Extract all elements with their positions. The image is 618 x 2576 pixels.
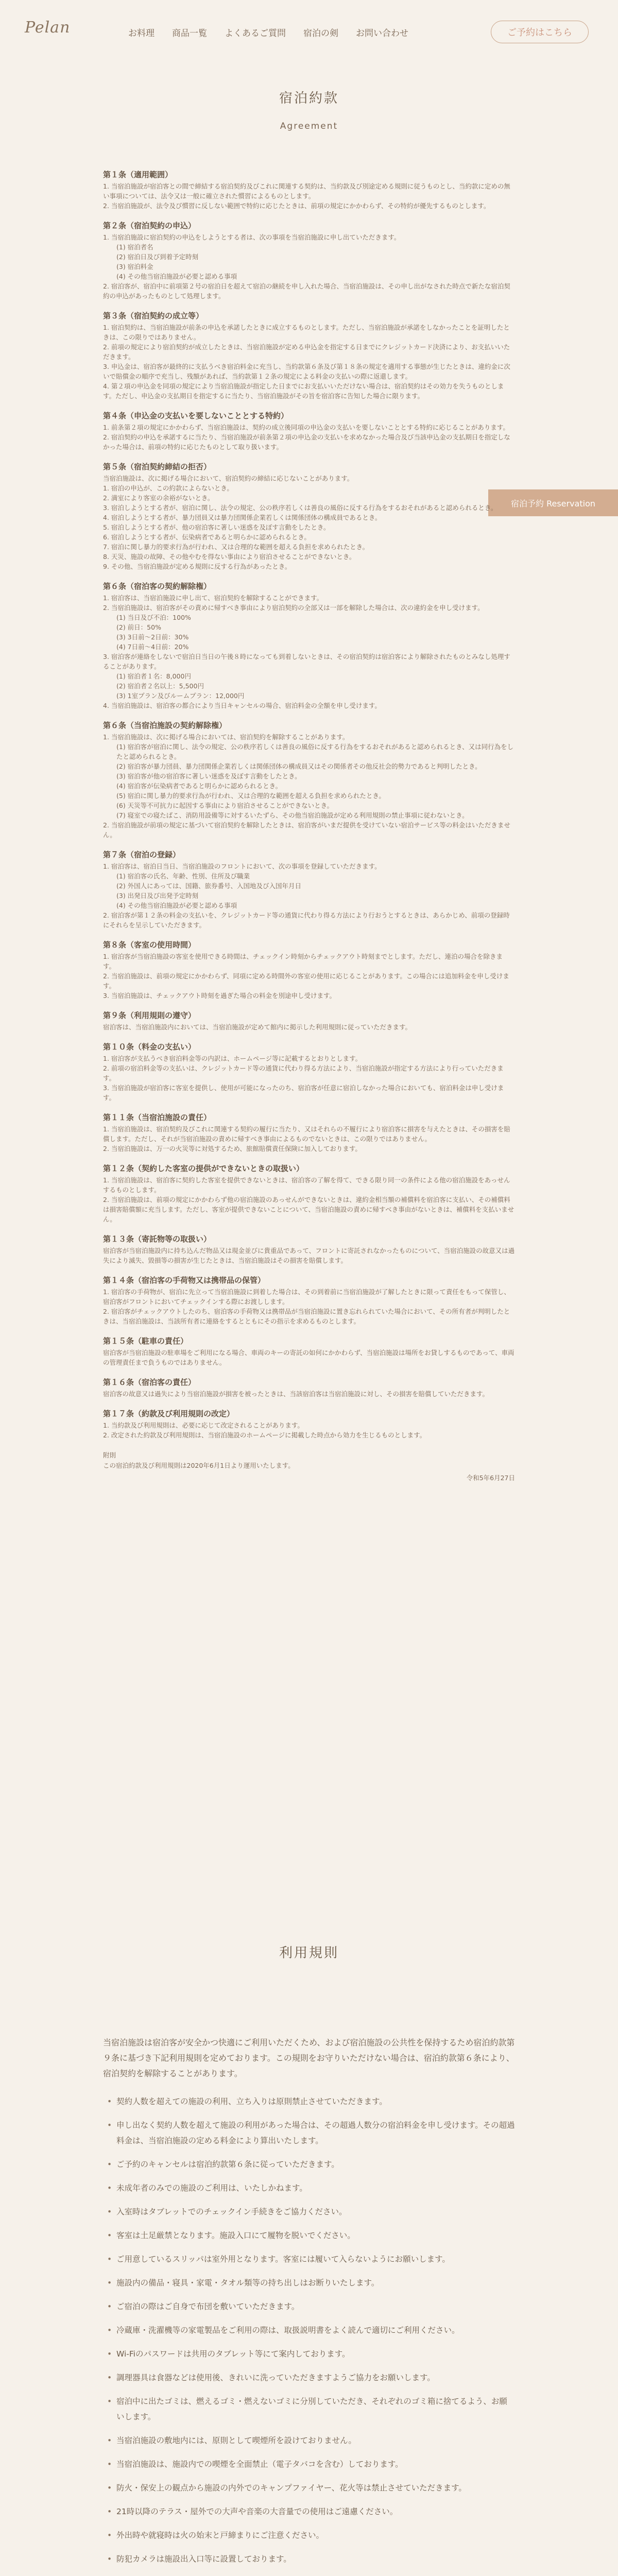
article: [103, 1274, 515, 1326]
rule-text: 申し出なく契約人数を超えて施設の利用があった場合は、その超過人数分の宿泊料金を申し受けます。その超過料金は、当宿泊施設の定める料金により算出いたします。: [116, 2121, 515, 2145]
article-clause: 4. 宿泊しようとする者が、暴力団員又は暴力団関係企業若しくは関係団体の構成員であるとき。: [103, 514, 382, 521]
article: [103, 219, 515, 301]
article-clause: (2) 外国人にあっては、国籍、旅券番号、入国地及び入国年月日: [116, 882, 302, 890]
agreement-title: 宿泊約款: [279, 91, 339, 106]
bullet-icon: •: [107, 2302, 112, 2311]
article-heading: 第３条（宿泊契約の成立等）: [103, 311, 204, 320]
rule-item: [103, 2251, 515, 2267]
article: [103, 938, 515, 1001]
nav-item-faq[interactable]: よくあるご質問: [225, 28, 286, 39]
article-clause: 3. 宿泊しようとする者が、宿泊に関し、法令の規定、公の秩序若しくは善良の風俗に反する行為をするおそれがあると認められるとき。: [103, 504, 497, 512]
rule-item: [103, 2480, 515, 2496]
article-heading: 第１条（適用範囲）: [103, 170, 173, 179]
rule-item: [103, 2346, 515, 2362]
article-clause: 2. 満室により客室の余裕がないとき。: [103, 494, 214, 502]
site-header: [0, 0, 618, 57]
article-clause: (2) 宿泊日及び到着予定時刻: [116, 253, 199, 261]
article-clause: 2. 前項の宿泊料金等の支払いは、クレジットカード等の通貨に代わり得る方法により、当宿泊施設が指定する方法により行っていただきます。: [103, 1064, 504, 1082]
rule-text: 21時以降のテラス・屋外での大声や音楽の大音量での使用はご遠慮ください。: [116, 2507, 398, 2516]
article-clause: 3. 当宿泊施設が宿泊客に客室を提供し、使用が可能になったのち、宿泊客が任意に宿泊しなかった場合においても、宿泊料金は申し受けます。: [103, 1084, 504, 1101]
article-clause: (3) 宿泊客が他の宿泊客に著しい迷惑を及ぼす言動をしたとき。: [116, 772, 301, 780]
rule-text: ご宿泊の際はご自身で布団を敷いていただきます。: [116, 2302, 300, 2311]
bullet-icon: •: [107, 2531, 112, 2540]
article-heading: 第８条（客室の使用時間）: [103, 940, 196, 950]
article-clause: 1. 宿泊の申込が、この約款によらないとき。: [103, 484, 233, 492]
article-heading: 第４条（申込金の支払いを要しないこととする特約）: [103, 411, 289, 420]
bullet-icon: •: [107, 2507, 112, 2516]
nav-item-products[interactable]: 商品一覧: [172, 28, 207, 39]
bullet-icon: •: [107, 2397, 112, 2406]
agreement-articles: [103, 168, 515, 1482]
article-clause: 8. 天災、施設の故障、その他やむを得ない事由により宿泊させることができないとき。: [103, 553, 356, 561]
article-clause: 1. 宿泊客は、宿泊日当日、当宿泊施設のフロントにおいて、次の事項を登録していただきます。: [103, 862, 381, 870]
article: [103, 1040, 515, 1103]
article-heading: 第１７条（約款及び利用規則の改定）: [103, 1409, 235, 1418]
article-clause: (7) 寝室での寝たばこ、消防用設備等に対するいたずら、その他当宿泊施設が定める利用規則の禁止事項に従わないとき。: [116, 811, 469, 819]
article-clause: 宿泊客の故意又は過失により当宿泊施設が損害を被ったときは、当該宿泊客は当宿泊施設に対し、その損害を賠償していただきます。: [103, 1390, 489, 1398]
rule-item: [103, 2204, 515, 2219]
rule-item: [103, 2433, 515, 2448]
article-heading: 第１４条（宿泊客の手荷物又は携帯品の保管）: [103, 1276, 266, 1285]
rule-text: ご予約のキャンセルは宿泊約款第６条に従っていただきます。: [116, 2160, 339, 2169]
article: [103, 460, 515, 571]
article-clause: (1) 宿泊客が宿泊に関し、法令の規定、公の秩序若しくは善良の風俗に反する行為をするおそれがあると認められるとき、又は同行為をしたと認められるとき。: [116, 743, 514, 760]
article-clause: 2. 当宿泊施設は、前項の規定にかかわらず、同項に定める時間外の客室の使用に応じることがあります。この場合には追加料金を申し受けます。: [103, 972, 509, 990]
bullet-icon: •: [107, 2231, 112, 2240]
rule-item: [103, 2323, 515, 2338]
article-heading: 第１１条（当宿泊施設の責任）: [103, 1113, 212, 1122]
bullet-icon: •: [107, 2554, 112, 2564]
article-heading: 第９条（利用規則の遵守）: [103, 1011, 196, 1020]
article-heading: 第１０条（料金の支払い）: [103, 1042, 196, 1052]
article: [103, 1232, 515, 1265]
bullet-icon: •: [107, 2326, 112, 2335]
article-heading: 第２条（宿泊契約の申込）: [103, 221, 196, 230]
article-clause: (4) その他当宿泊施設が必要と認める事項: [116, 902, 237, 909]
article-clause: 2. 宿泊客が、宿泊中に前項第２号の宿泊日を超えて宿泊の継続を申し入れた場合、当宿泊施設は、その申し出がなされた時点で新たな宿泊契約の申込があったものとして処理します。: [103, 282, 510, 300]
bullet-icon: •: [107, 2349, 112, 2359]
bullet-icon: •: [107, 2160, 112, 2169]
article: [103, 1376, 515, 1399]
article-clause: 1. 当宿泊施設は、宿泊客に契約した客室を提供できないときは、宿泊客の了解を得て、できる限り同一の条件による他の宿泊施設をあっせんするものとします。: [103, 1176, 510, 1194]
article-clause: 3. 宿泊客が連絡をしないで宿泊日当日の午後８時になっても到着しないときは、その宿泊契約は宿泊客により解除されたものとみなし処理することがあります。: [103, 653, 510, 670]
bullet-icon: •: [107, 2097, 112, 2106]
article-clause: 1. 当約款及び利用規則は、必要に応じて改定されることがあります。: [103, 1421, 304, 1429]
article-clause: 2. 当宿泊施設が前項の規定に基づいて宿泊契約を解除したときは、宿泊客がいまだ提供を受けていない宿泊サービス等の料金はいただきません。: [103, 821, 510, 839]
article-clause: (1) 宿泊客の氏名、年齢、性別、住所及び職業: [116, 872, 250, 880]
article-heading: 第１６条（宿泊客の責任）: [103, 1378, 196, 1387]
reservation-side-tab-label: 宿泊予約 Reservation: [510, 498, 595, 509]
rule-item: [103, 2504, 515, 2519]
article-clause: 2. 当宿泊施設は、万一の火災等に対処するため、旅館賠償責任保険に加入しております。: [103, 1145, 362, 1153]
rule-item: [103, 2528, 515, 2543]
article: [103, 1009, 515, 1032]
article-clause: 1. 宿泊契約は、当宿泊施設が前条の申込を承諾したときに成立するものとします。ただし、当宿泊施設が承諾をしなかったことを証明したときは、この限りではありません。: [103, 324, 510, 341]
article-clause: 2. 当宿泊施設が、法令及び慣習に反しない範囲で特約に応じたときは、前項の規定にかかわらず、その特約が優先するものとします。: [103, 202, 490, 210]
article-clause: 3. 申込金は、宿泊客が最終的に支払うべき宿泊料金に充当し、当約款第６条及び第１８条の規定を適用する事態が生じたときは、違約金に次いで賠償金の順序で充当し、残額があれば、当約款第１２条の規定による料金の支払いの際に返還します。: [103, 363, 510, 380]
article: [103, 409, 515, 452]
article-heading: 第６条（宿泊客の契約解除権）: [103, 582, 212, 591]
article-clause: (1) 宿泊者名: [116, 243, 153, 251]
article-heading: 第１５条（駐車の責任）: [103, 1336, 188, 1346]
article-clause: (4) 宿泊客が伝染病者であると明らかに認められるとき。: [116, 782, 282, 790]
rule-text: 当宿泊施設は、施設内での喫煙を全面禁止（電子タバコを含む）しております。: [116, 2460, 403, 2469]
article-clause: 4. 第２項の申込金を同項の規定により当宿泊施設が指定した日までにお支払いいただけない場合は、宿泊契約はその効力を失うものとします。ただし、申込金の支払期日を指定するに当たり、当宿泊施設がその旨を宿泊客に告知した場合に限ります。: [103, 382, 504, 400]
article-clause: 6. 宿泊しようとする者が、伝染病者であると明らかに認められるとき。: [103, 533, 311, 541]
article-clause: 宿泊客は、当宿泊施設内においては、当宿泊施設が定めて館内に掲示した利用規則に従っていただきます。: [103, 1023, 412, 1031]
rule-item: [103, 2094, 515, 2109]
rule-text: 未成年者のみでの施設のご利用は、いたしかねます。: [116, 2183, 307, 2193]
article-heading: 第７条（宿泊の登録）: [103, 850, 181, 859]
rule-text: 施設内の備品・寝具・家電・タオル類等の持ち出しはお断りいたします。: [116, 2278, 380, 2287]
article: [103, 1162, 515, 1224]
agreement-subtitle: Agreement: [280, 121, 338, 131]
rules-list: [103, 2094, 515, 2576]
article: [103, 719, 515, 840]
article-clause: 宿泊客が当宿泊施設の駐車場をご利用になる場合、車両のキーの寄託の如何にかかわらず、当宿泊施設は場所をお貸しするものであって、車両の管理責任まで負うものではありません。: [103, 1349, 514, 1366]
article-clause: 2. 当宿泊施設は、宿泊客がその責めに帰すべき事由により宿泊契約の全部又は一部を解除した場合は、次の違約金を申し受けます。: [103, 604, 484, 612]
article-clause: (3) 3日前～2日前：30%: [116, 633, 189, 641]
article: [103, 168, 515, 211]
bullet-icon: •: [107, 2121, 112, 2130]
article: [103, 1407, 515, 1440]
rules-title: 利用規則: [279, 1945, 339, 1961]
article-heading: 第６条（当宿泊施設の契約解除権）: [103, 721, 227, 730]
article-clause: 5. 宿泊しようとする者が、他の宿泊客に著しい迷惑を及ぼす言動をしたとき。: [103, 523, 330, 531]
article-clause: 2. 改定された約款及び利用規則は、当宿泊施設のホームページに掲載した時点から効力を生じるものとします。: [103, 1431, 426, 1439]
rules-intro: 当宿泊施設は宿泊客が安全かつ快適にご利用いただくため、および宿泊施設の公共性を保持するため宿泊約款第９条に基づき下記利用規則を定めております。この規則をお守りいただけない場合は、宿泊約款第６条により、宿泊契約を解除することがあります。: [103, 2038, 515, 2078]
article-heading: 第５条（宿泊契約締結の拒否）: [103, 462, 212, 471]
bullet-icon: •: [107, 2183, 112, 2193]
bullet-icon: •: [107, 2278, 112, 2287]
bullet-icon: •: [107, 2436, 112, 2445]
rule-text: 入室時はタブレットでのチェックイン手続きをご協力ください。: [116, 2207, 347, 2216]
article-clause: 1. 当宿泊施設が宿泊客との間で締結する宿泊契約及びこれに関連する契約は、当約款及び別途定める規則に従うものとし、当約款に定めの無い事項については、法令又は一般に確立された慣習によるものとします。: [103, 182, 510, 200]
rule-text: 防火・保安上の観点から施設の内外でのキャンプファイヤー、花火等は禁止させていただきます。: [116, 2483, 467, 2493]
article-clause: 2. 当宿泊施設は、前項の規定にかかわらず他の宿泊施設のあっせんができないときは、違約金相当額の補償料を宿泊客に支払い、その補償料は損害賠償額に充当します。ただし、客室が提供できないことについて、当宿泊施設の責めに帰すべき事由がないときは、補償料を支払いません。: [103, 1196, 514, 1223]
article-clause: 9. その他、当宿泊施設が定める規則に反する行為があったとき。: [103, 563, 291, 570]
rule-text: 客室は土足厳禁となります。施設入口にて履物を脱いでください。: [116, 2231, 355, 2240]
rule-item: [103, 2370, 515, 2385]
article-clause: 4. 当宿泊施設は、宿泊客の都合により当日キャンセルの場合、宿泊料金の全額を申し受けます。: [103, 702, 381, 709]
article: [103, 1111, 515, 1154]
article-clause: 1. 宿泊客が当宿泊施設の客室を使用できる時間は、チェックイン時刻からチェックアウト時刻までとします。ただし、連泊の場合を除きます。: [103, 953, 503, 970]
article-clause: 2. 前項の規定により宿泊契約が成立したときは、当宿泊施設が定める申込金を指定する日までにクレジットカード決済により、お支払いいただきます。: [103, 343, 510, 361]
rule-text: 冷蔵庫・洗濯機等の家電製品をご利用の際は、取扱説明書をよく読んで適切にご利用ください。: [116, 2326, 460, 2335]
article-clause: (3) 1室プラン及びルームプラン：12,000円: [116, 692, 245, 700]
article-clause: 1. 宿泊客は、当宿泊施設に申し出て、宿泊契約を解除することができます。: [103, 594, 323, 602]
article-clause: 2. 宿泊客がチェックアウトしたのち、宿泊客の手荷物又は携帯品が当宿泊施設に置き忘れられていた場合において、その所有者が判明したときは、当宿泊施設は、当該所有者に連絡をするとともにその指示を求めるものとします。: [103, 1308, 510, 1325]
bullet-icon: •: [107, 2373, 112, 2382]
rules-title-block: [0, 1942, 618, 1961]
article-clause: (2) 宿泊者２名以上：5,500円: [116, 682, 204, 690]
bullet-icon: •: [107, 2460, 112, 2469]
agreement-closing: 附則 この宿泊約款及び利用規則は2020年6月1日より運用いたします。: [103, 1451, 295, 1469]
nav-item-stay[interactable]: 宿泊の剣: [303, 28, 338, 39]
article-heading: 第１３条（寄託物等の取扱い）: [103, 1234, 212, 1244]
article-clause: (5) 宿泊に関し暴力的要求行為が行われ、又は合理的な範囲を超える負担を求められたとき。: [116, 792, 385, 800]
article-clause: (3) 出発日及び出発予定時刻: [116, 892, 199, 900]
article-clause: 当宿泊施設は、次に掲げる場合において、宿泊契約の締結に応じないことがあります。: [103, 474, 354, 482]
rule-item: [103, 2228, 515, 2243]
main-nav: [119, 26, 417, 39]
article-clause: 1. 前条第２項の規定にかかわらず、当宿泊施設は、契約の成立後同項の申込金の支払いを要しないこととする特約に応じることがあります。: [103, 423, 509, 431]
site-logo[interactable]: Pelan: [25, 19, 71, 37]
article-clause: 1. 宿泊客の手荷物が、宿泊に先立って当宿泊施設に到着した場合は、その到着前に当宿泊施設が了解したときに限って責任をもって保管し、宿泊客がフロントにおいてチェックインする際にお渡しします。: [103, 1288, 510, 1306]
article: [103, 309, 515, 401]
bullet-icon: •: [107, 2207, 112, 2216]
article: [103, 1334, 515, 1367]
rule-text: 契約人数を超えての施設の利用、立ち入りは原則禁止させていただきます。: [116, 2097, 387, 2106]
article-clause: 1. 当宿泊施設に宿泊契約の申込をしようとする者は、次の事項を当宿泊施設に申し出ていただきます。: [103, 233, 401, 241]
rule-item: [103, 2299, 515, 2314]
rule-text: 防犯カメラは施設出入口等に設置しております。: [116, 2554, 291, 2564]
article-clause: 3. 当宿泊施設は、チェックアウト時刻を過ぎた場合の料金を別途申し受けます。: [103, 992, 336, 999]
rule-item: [103, 2117, 515, 2148]
rule-item: [103, 2394, 515, 2425]
rule-text: 外出時や就寝時は火の始末と戸締まりにご注意ください。: [116, 2531, 324, 2540]
rule-item: [103, 2456, 515, 2472]
agreement-title-block: [0, 88, 618, 131]
article-clause: (1) 当日及び不泊：100%: [116, 614, 191, 621]
nav-item-cuisine[interactable]: お料理: [128, 28, 154, 39]
article: [103, 848, 515, 930]
rule-text: ご用意しているスリッパは室外用となります。客室には履いて入らないようにお願いします。: [116, 2255, 450, 2264]
article-clause: (4) その他当宿泊施設が必要と認める事項: [116, 273, 237, 280]
rules-section: [103, 2035, 515, 2576]
article-clause: (3) 宿泊料金: [116, 263, 153, 270]
rule-text: 当宿泊施設の敷地内には、原則として喫煙所を設けておりません。: [116, 2436, 356, 2445]
article-clause: 1. 当宿泊施設は、宿泊契約及びこれに関連する契約の履行に当たり、又はそれらの不履行により宿泊客に損害を与えたときは、その損害を賠償します。ただし、それが当宿泊施設の責めに帰すべき事由によるものでないときは、この限りではありません。: [103, 1125, 510, 1143]
article-clause: (2) 宿泊客が暴力団員、暴力団関係企業若しくは関係団体の構成員又はその関係者その他反社会的勢力であると判明したとき。: [116, 762, 482, 770]
article-heading: 第１２条（契約した客室の提供ができないときの取扱い）: [103, 1164, 304, 1173]
rule-item: [103, 2157, 515, 2172]
nav-item-contact[interactable]: お問い合わせ: [356, 28, 408, 39]
bullet-icon: •: [107, 2483, 112, 2493]
rule-text: 宿泊中に出たゴミは、燃えるゴミ・燃えないゴミに分別していただき、それぞれのゴミ箱に捨てるよう、お願いします。: [116, 2397, 507, 2421]
article-clause: (4) 7日前～4日前：20%: [116, 643, 189, 651]
article-clause: (2) 前日：50%: [116, 623, 161, 631]
article-clause: 1. 当宿泊施設は、次に掲げる場合においては、宿泊契約を解除することがあります。: [103, 733, 349, 741]
rule-item: [103, 2180, 515, 2196]
agreement-date: 令和5年6月27日: [466, 1474, 515, 1482]
article-clause: 2. 宿泊客が第１２条の料金の支払いを、クレジットカード等の通貨に代わり得る方法により行おうとするときは、あらかじめ、前項の登録時にそれらを呈示していただきます。: [103, 911, 510, 929]
bullet-icon: •: [107, 2255, 112, 2264]
rule-item: [103, 2275, 515, 2291]
rule-text: Wi-Fiのパスワードは共用のタブレット等にて案内しております。: [116, 2349, 350, 2359]
article-clause: 2. 宿泊契約の申込を承諾するに当たり、当宿泊施設が前条第２項の申込金の支払いを求めなかった場合及び当該申込金の支払期日を指定しなかった場合は、前項の特約に応じたものとして取り扱います。: [103, 433, 510, 451]
article-clause: 宿泊客が当宿泊施設内に持ち込んだ物品又は現金並びに貴重品であって、フロントに寄託されなかったものについて、当宿泊施設の故意又は過失により滅失、毀損等の損害が生じたときは、当宿泊施設はその損害を賠償します。: [103, 1247, 515, 1264]
article-clause: 7. 宿泊に関し暴力的要求行為が行われ、又は合理的な範囲を超える負担を求められたとき。: [103, 543, 369, 551]
rule-item: [103, 2551, 515, 2567]
article-clause: (1) 宿泊者１名：8,000円: [116, 672, 191, 680]
reserve-button[interactable]: ご予約はこちら: [491, 21, 589, 43]
article-clause: (6) 天災等不可抗力に起因する事由により宿泊させることができないとき。: [116, 802, 334, 809]
rule-text: 調理器具は食器などは使用後、きれいに洗っていただきますようご協力をお願いします。: [116, 2373, 435, 2382]
article-clause: 1. 宿泊客が支払うべき宿泊料金等の内訳は、ホームページ等に記載するとおりとします。: [103, 1055, 362, 1062]
article: [103, 580, 515, 710]
